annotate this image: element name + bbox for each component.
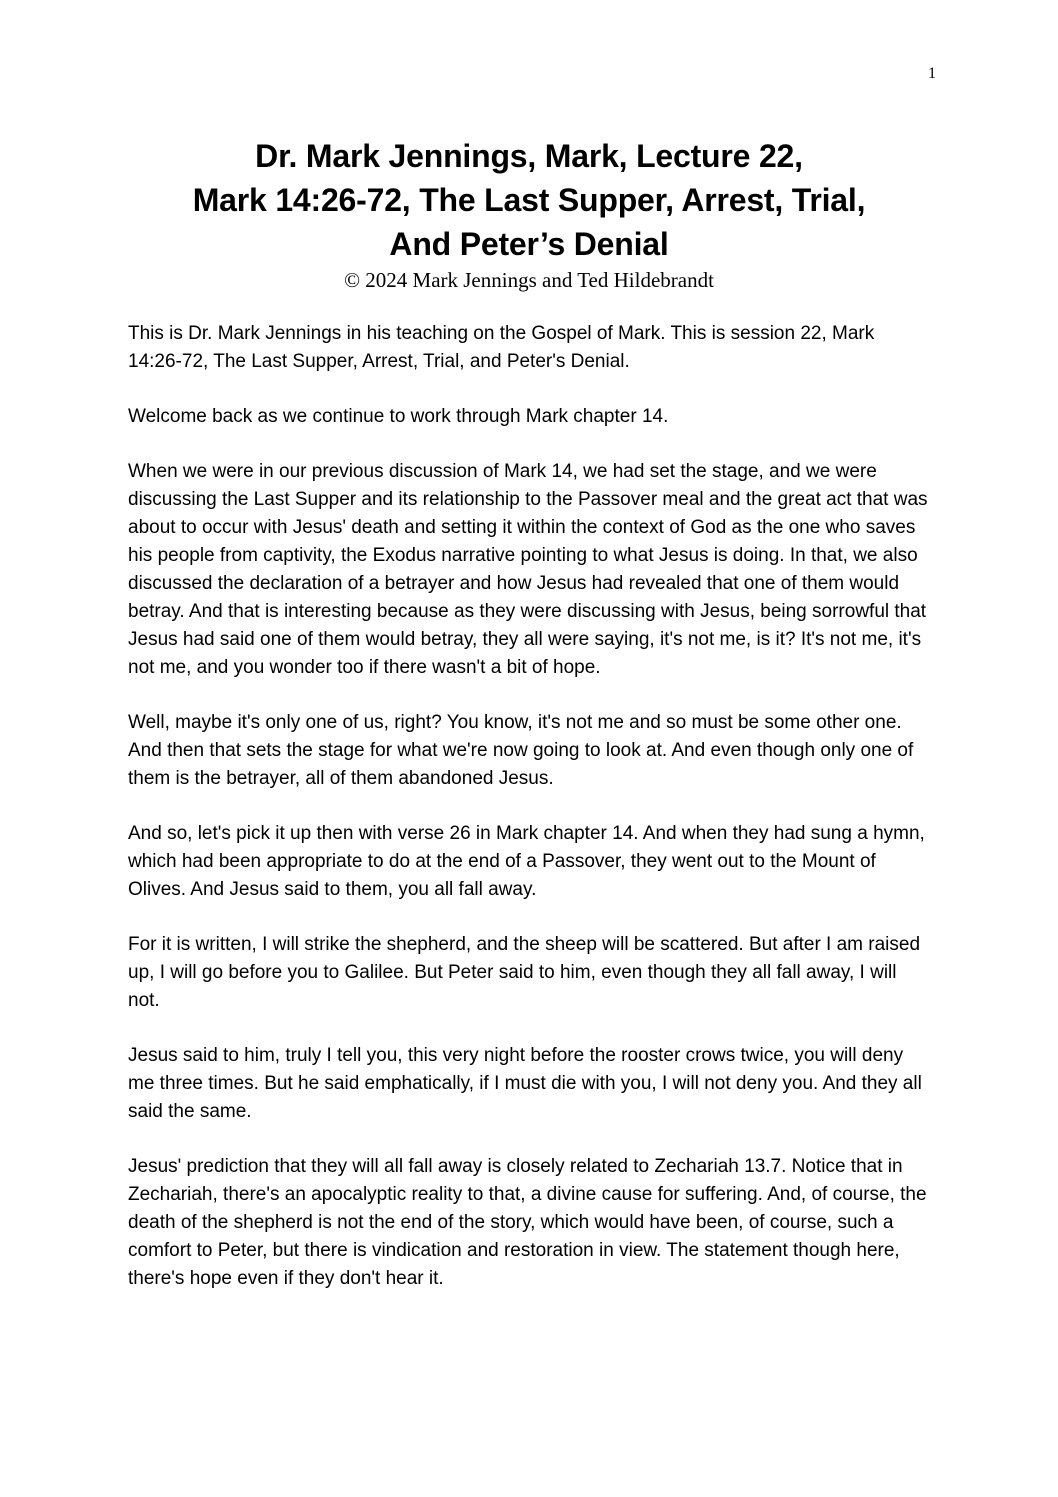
title-block — [100, 134, 958, 294]
title-line-1: Dr. Mark Jennings, Mark, Lecture 22, — [255, 138, 803, 174]
paragraph: And so, let's pick it up then with verse 26 in Mark chapter 14. And when they had sung a hymn, which had been appropriate to do at the end of a Passover, they went out to the Mount of Olives. And Jesus said to them, you all fall away. — [128, 823, 925, 900]
paragraph: This is Dr. Mark Jennings in his teaching on the Gospel of Mark. This is session 22, Mark 14:26-72, The Last Supper, Arrest, Trial, and Peter's Denial. — [128, 323, 875, 372]
title-line-3: And Peter’s Denial — [389, 226, 669, 262]
paragraph: Jesus said to him, truly I tell you, this very night before the rooster crows twice, you will deny me three times. But he said emphatically, if I must die with you, I will not deny you. And they all said the same. — [128, 1045, 922, 1122]
page-number: 1 — [928, 65, 936, 82]
title-line-2: Mark 14:26-72, The Last Supper, Arrest, Trial, — [192, 182, 866, 218]
paragraph: For it is written, I will strike the shepherd, and the sheep will be scattered. But after I am raised up, I will go before you to Galilee. But Peter said to him, even though they all fall away, I will not. — [128, 934, 921, 1011]
paragraph: Well, maybe it's only one of us, right? You know, it's not me and so must be some other one. And then that sets the stage for what we're now going to look at. And even though only one of them is the betrayer, all of them abandoned Jesus. — [128, 712, 914, 789]
paragraph: Welcome back as we continue to work through Mark chapter 14. — [128, 406, 669, 427]
paragraph: When we were in our previous discussion of Mark 14, we had set the stage, and we were discussing the Last Supper and its relationship to the Passover meal and the great act that was about to occur with Jesus' death and setting it within the context of God as the one who saves his people from captivity, the Exodus narrative pointing to what Jesus is doing. In that, we also discussed the declaration of a betrayer and how Jesus had revealed that one of them would betray. And that is interesting because as they were discussing with Jesus, being sorrowful that Jesus had said one of them would betray, they all were saying, it's not me, is it? It's not me, it's not me, and you wonder too if there wasn't a bit of hope. — [128, 461, 928, 678]
paragraph: Jesus' prediction that they will all fall away is closely related to Zechariah 13.7. Notice that in Zechariah, there's an apocalyptic reality to that, a divine cause for suffering. And, of course, the death of the shepherd is not the end of the story, which would have been, of course, such a comfort to Peter, but there is vindication and restoration in view. The statement though here, there's hope even if they don't hear it. — [128, 1156, 927, 1289]
copyright-notice: © 2024 Mark Jennings and Ted Hildebrandt — [344, 268, 714, 292]
body-text — [128, 320, 928, 1293]
